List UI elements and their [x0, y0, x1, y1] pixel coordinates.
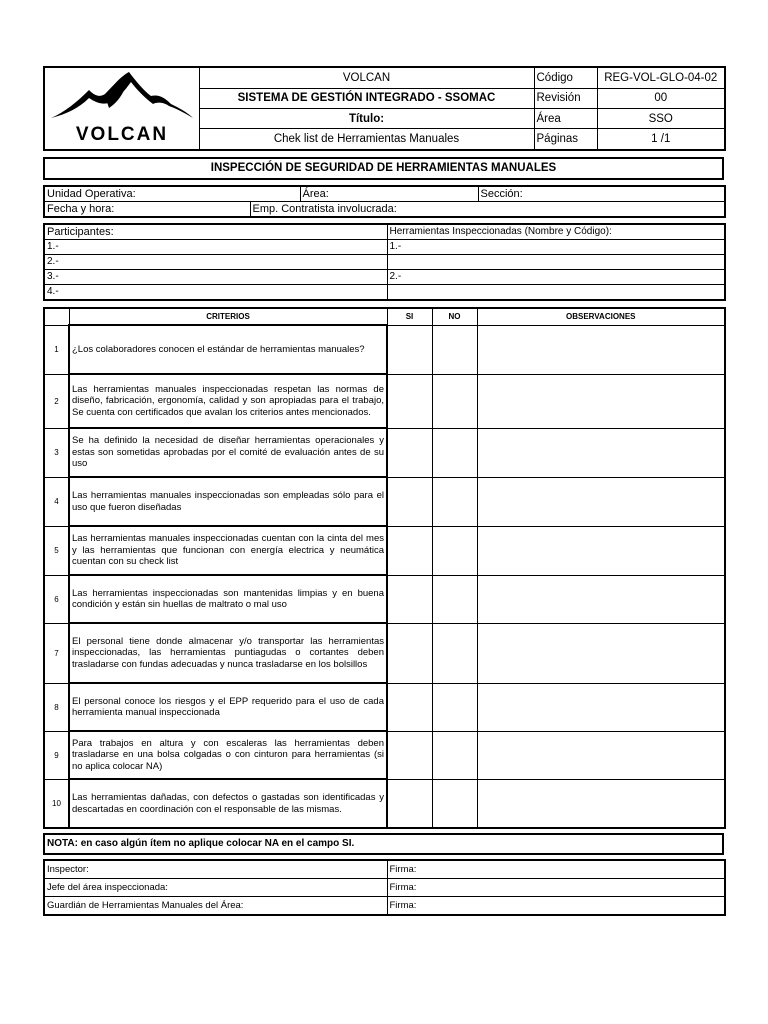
meta-value-area: SSO: [597, 108, 725, 128]
si-cell[interactable]: [387, 623, 432, 683]
table-row: [44, 683, 725, 731]
participant-row[interactable]: 4.-: [44, 285, 387, 301]
table-row: [44, 374, 725, 428]
table-row: [44, 477, 725, 526]
fecha-hora-field[interactable]: Fecha y hora:: [44, 202, 250, 218]
meta-value-codigo: REG-VOL-GLO-04-02: [597, 67, 725, 88]
criteria-text: Las herramientas manuales inspeccionadas son empleadas sólo para el uso que fueron diseñadas: [69, 477, 387, 526]
si-cell[interactable]: [387, 731, 432, 779]
volcan-logo: [44, 67, 199, 150]
observaciones-cell[interactable]: [477, 428, 725, 477]
observaciones-cell[interactable]: [477, 374, 725, 428]
general-info-table: [43, 185, 726, 218]
criteria-number: 3: [44, 428, 69, 477]
tool-row[interactable]: [387, 255, 725, 270]
logo-wordmark: VOLCAN: [75, 124, 168, 145]
no-cell[interactable]: [432, 623, 477, 683]
observaciones-cell[interactable]: [477, 325, 725, 374]
participants-table: [43, 223, 726, 301]
observaciones-cell[interactable]: [477, 477, 725, 526]
table-row: [44, 428, 725, 477]
table-row: [44, 575, 725, 623]
participants-label: Participantes:: [44, 224, 387, 240]
criteria-text: Las herramientas inspeccionadas son mantenidas limpias y en buena condición y están sin huellas de maltrato o mal uso: [69, 575, 387, 623]
no-cell[interactable]: [432, 731, 477, 779]
guardian-field[interactable]: Guardián de Herramientas Manuales del Área:: [44, 897, 387, 916]
criteria-number: 2: [44, 374, 69, 428]
signatures-table: [43, 859, 726, 916]
participant-row[interactable]: 3.-: [44, 270, 387, 285]
criteria-number: 10: [44, 779, 69, 828]
criteria-number: 4: [44, 477, 69, 526]
document-header: [43, 66, 726, 151]
mountain-logo-icon: [47, 68, 197, 146]
tools-inspected-label: Herramientas Inspeccionadas (Nombre y Código):: [387, 224, 725, 240]
criteria-text: Se ha definido la necesidad de diseñar herramientas operacionales y estas son sometidas aprobadas por el comité de evaluación antes de su uso: [69, 428, 387, 477]
meta-value-revision: 00: [597, 88, 725, 108]
criteria-text: Las herramientas manuales inspeccionadas cuentan con la cinta del mes y las herramientas que funcionan con energía electrica y neumática cuentan con su check list: [69, 526, 387, 575]
criteria-number: 8: [44, 683, 69, 731]
criteria-table: [43, 307, 726, 829]
table-row: [44, 623, 725, 683]
si-cell[interactable]: [387, 477, 432, 526]
no-cell[interactable]: [432, 526, 477, 575]
meta-label-revision: Revisión: [534, 88, 597, 108]
criteria-number: 9: [44, 731, 69, 779]
criterios-header: CRITERIOS: [69, 308, 387, 325]
si-header: SI: [387, 308, 432, 325]
tool-row[interactable]: [387, 285, 725, 301]
no-cell[interactable]: [432, 683, 477, 731]
title-label: Título:: [199, 108, 534, 128]
criteria-number: 5: [44, 526, 69, 575]
section-title: INSPECCIÓN DE SEGURIDAD DE HERRAMIENTAS MANUALES: [43, 157, 724, 180]
si-cell[interactable]: [387, 428, 432, 477]
tool-row[interactable]: 1.-: [387, 240, 725, 255]
observaciones-cell[interactable]: [477, 683, 725, 731]
criteria-text: El personal tiene donde almacenar y/o transportar las herramientas inspeccionadas, las herramientas puntiagudas o cortantes deben trasladarse con fundas adecuadas y nunca trasladarse en los bolsillos: [69, 623, 387, 683]
observaciones-header: OBSERVACIONES: [477, 308, 725, 325]
observaciones-cell[interactable]: [477, 575, 725, 623]
si-cell[interactable]: [387, 683, 432, 731]
no-cell[interactable]: [432, 374, 477, 428]
note-text: NOTA: en caso algún ítem no aplique colocar NA en el campo SI.: [43, 833, 724, 855]
document-title: Chek list de Herramientas Manuales: [199, 129, 534, 150]
no-cell[interactable]: [432, 779, 477, 828]
system-name: SISTEMA DE GESTIÓN INTEGRADO - SSOMAC: [199, 88, 534, 108]
no-cell[interactable]: [432, 477, 477, 526]
criteria-num-header: [44, 308, 69, 325]
observaciones-cell[interactable]: [477, 526, 725, 575]
table-row: [44, 731, 725, 779]
inspection-form: [43, 66, 724, 916]
firma-field[interactable]: Firma:: [387, 879, 725, 897]
si-cell[interactable]: [387, 325, 432, 374]
criteria-text: Para trabajos en altura y con escaleras las herramientas deben trasladarse en una bolsa colgadas o con cinturon para herramientas (si no aplica colocar NA): [69, 731, 387, 779]
criteria-text: El personal conoce los riesgos y el EPP requerido para el uso de cada herramienta manual inspeccionada: [69, 683, 387, 731]
criteria-text: Las herramientas dañadas, con defectos o gastadas son identificadas y descartadas en coordinación con el responsable de las mismas.: [69, 779, 387, 828]
table-row: [44, 779, 725, 828]
criteria-text: Las herramientas manuales inspeccionadas respetan las normas de diseño, fabricación, ergonomía, calidad y son apropiadas para el trabajo, Se cuenta con certificados que avalan los criterios antes mencionados.: [69, 374, 387, 428]
meta-label-area: Área: [534, 108, 597, 128]
tool-row[interactable]: 2.-: [387, 270, 725, 285]
participant-row[interactable]: 1.-: [44, 240, 387, 255]
jefe-area-field[interactable]: Jefe del área inspeccionada:: [44, 879, 387, 897]
si-cell[interactable]: [387, 374, 432, 428]
table-row: [44, 526, 725, 575]
si-cell[interactable]: [387, 779, 432, 828]
meta-value-paginas: 1 /1: [597, 129, 725, 150]
observaciones-cell[interactable]: [477, 779, 725, 828]
no-header: NO: [432, 308, 477, 325]
criteria-number: 6: [44, 575, 69, 623]
criteria-number: 7: [44, 623, 69, 683]
no-cell[interactable]: [432, 428, 477, 477]
no-cell[interactable]: [432, 575, 477, 623]
no-cell[interactable]: [432, 325, 477, 374]
observaciones-cell[interactable]: [477, 623, 725, 683]
participant-row[interactable]: 2.-: [44, 255, 387, 270]
seccion-field[interactable]: Sección:: [478, 186, 725, 202]
unidad-operativa-field[interactable]: Unidad Operativa:: [44, 186, 300, 202]
si-cell[interactable]: [387, 526, 432, 575]
firma-field[interactable]: Firma:: [387, 860, 725, 879]
si-cell[interactable]: [387, 575, 432, 623]
inspector-field[interactable]: Inspector:: [44, 860, 387, 879]
firma-field[interactable]: Firma:: [387, 897, 725, 916]
criteria-number: 1: [44, 325, 69, 374]
observaciones-cell[interactable]: [477, 731, 725, 779]
company-name: VOLCAN: [199, 67, 534, 88]
meta-label-paginas: Páginas: [534, 129, 597, 150]
meta-label-codigo: Código: [534, 67, 597, 88]
contratista-field[interactable]: Emp. Contratista involucrada:: [250, 202, 725, 218]
table-row: [44, 325, 725, 374]
criteria-text: ¿Los colaboradores conocen el estándar de herramientas manuales?: [69, 325, 387, 374]
area-field[interactable]: Área:: [300, 186, 478, 202]
